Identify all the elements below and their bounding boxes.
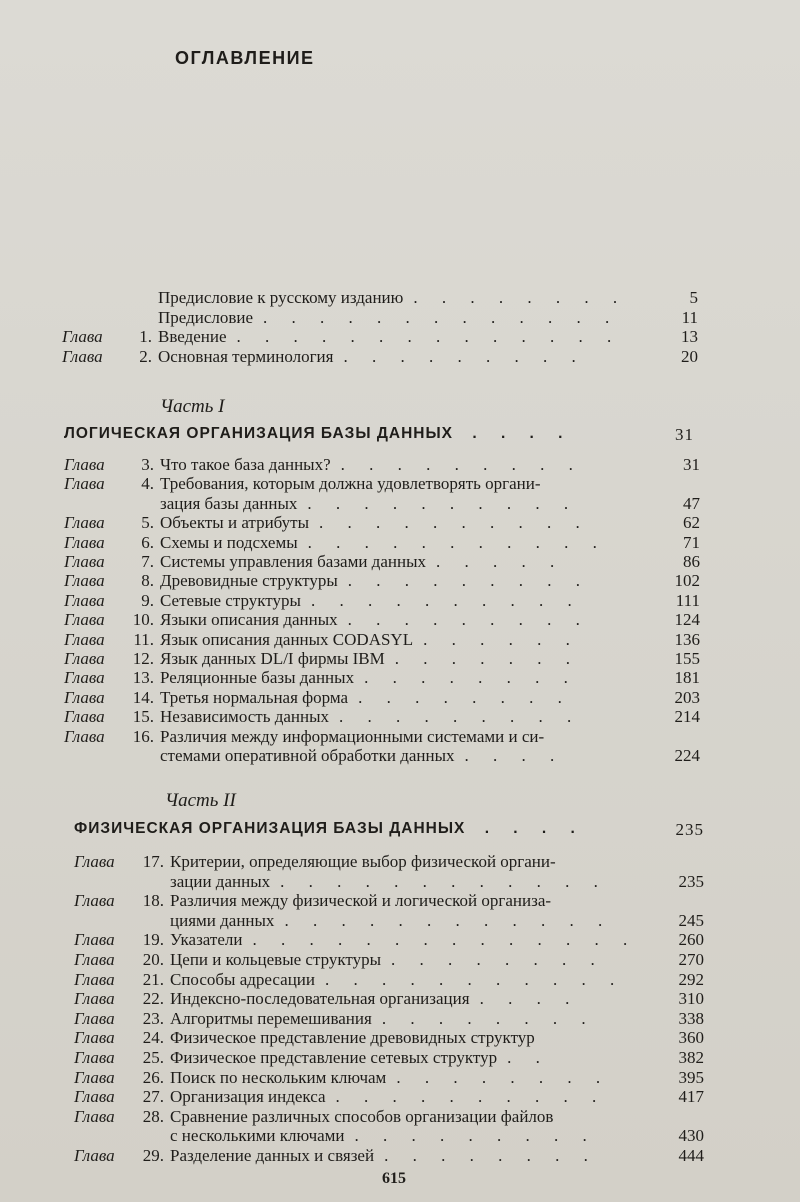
leader-dots: . . . .: [464, 746, 565, 765]
chapter-label: Глава: [64, 513, 105, 533]
leader-dots: . . . . . . . . . .: [307, 493, 579, 513]
toc-row: [74, 1146, 704, 1166]
toc-row: [64, 533, 700, 553]
leader-dots: . . . . . . . . .: [339, 707, 582, 727]
chapter-label: Глава: [64, 726, 105, 746]
chapter-title: [170, 1048, 550, 1068]
toc-row: [64, 591, 700, 611]
chapter-title-text: Алгоритмы перемешивания: [170, 1008, 372, 1028]
part-1-heading-text: ЛОГИЧЕСКАЯ ОРГАНИЗАЦИЯ БАЗЫ ДАННЫХ: [64, 425, 454, 442]
chapter-title-text: Цепи и кольцевые структуры: [170, 950, 382, 969]
toc-row: [74, 989, 704, 1009]
toc-row: [64, 630, 700, 650]
page-ref: 417: [678, 1087, 704, 1107]
chapter-label: Глава: [74, 852, 115, 871]
chapter-title: [170, 1068, 610, 1088]
chapter-number: 12.: [132, 649, 154, 668]
page-ref: 47: [683, 493, 700, 513]
chapter-number: 9.: [141, 590, 154, 610]
chapter-title-text: Индексно-последовательная организация: [170, 989, 470, 1009]
leader-dots: . . . . . . . . . . . .: [284, 910, 613, 930]
page-ref: 245: [678, 910, 704, 930]
chapter-title: [170, 911, 612, 931]
chapter-title-text: Древовидные структуры: [160, 571, 338, 591]
leader-dots: . . . . . . . . . . . . . .: [252, 930, 638, 950]
leader-dots: . . . . . . . .: [396, 1067, 611, 1087]
page-ref: 310: [678, 989, 704, 1009]
leader-dots: . . . . . . . . .: [347, 571, 591, 591]
chapter-title-text: Язык данных DL/I фирмы IBM: [160, 649, 385, 668]
chapter-title: [158, 308, 619, 328]
chapter-title: [170, 891, 561, 911]
page-ref: 382: [678, 1048, 704, 1067]
page-ref: 360: [678, 1028, 704, 1048]
chapter-label: Глава: [64, 552, 105, 571]
chapter-label: Глава: [74, 989, 115, 1009]
page-ref: 136: [674, 629, 700, 649]
toc-row: [64, 707, 700, 727]
chapter-title: [170, 970, 624, 990]
page-ref: 444: [678, 1146, 704, 1165]
part-1-heading-dots: . . . .: [472, 425, 573, 442]
chapter-title-text: Реляционные базы данных: [160, 668, 355, 688]
toc-row: [64, 727, 700, 747]
leader-dots: . . . . . . . . . . .: [307, 532, 607, 552]
chapter-label: Глава: [74, 1087, 115, 1107]
chapter-number: 13.: [132, 668, 154, 688]
page-ref: 292: [678, 969, 704, 989]
page-ref: 260: [678, 930, 704, 950]
chapter-number: 21.: [142, 969, 164, 989]
chapter-title-text: Различия между информационными системами и си-: [160, 726, 545, 746]
chapter-title-text: Требования, которым должна удовлетворять органи-: [160, 474, 541, 494]
page-title: ОГЛАВЛЕНИЕ: [175, 48, 315, 68]
chapter-title-text: Что такое база данных?: [160, 455, 331, 474]
leader-dots: . . . . . . . .: [364, 668, 578, 688]
part-1-heading-page: 31: [675, 425, 694, 444]
page-ref: 86: [683, 552, 700, 571]
toc-row: [74, 950, 704, 970]
toc-row: [62, 308, 698, 328]
toc-row: [74, 1009, 704, 1029]
toc-row: [64, 552, 700, 572]
toc-row: [64, 571, 700, 591]
leader-dots: . . . . . . . . . . . . .: [263, 307, 620, 327]
chapter-label: Глава: [64, 532, 105, 552]
chapter-label: Глава: [74, 1146, 115, 1165]
toc-row: [64, 746, 700, 766]
leader-dots: . . . . . . . . .: [340, 455, 583, 474]
page-ref: 224: [674, 746, 700, 765]
chapter-title: [160, 552, 564, 572]
chapter-number: 5.: [141, 513, 154, 533]
chapter-title-text: зация базы данных: [160, 493, 298, 513]
leader-dots: . . . . . . . . . . . .: [280, 871, 608, 891]
part-2-label: Часть II: [165, 790, 236, 811]
chapter-title-text: Схемы и подсхемы: [160, 532, 298, 552]
chapter-label: Глава: [64, 629, 105, 649]
chapter-label: Глава: [74, 1067, 115, 1087]
toc-row: [74, 911, 704, 931]
leader-dots: . . . . . . . .: [381, 1008, 596, 1028]
part-1-label: Часть I: [160, 396, 225, 417]
toc-row: [74, 852, 704, 872]
chapter-label: Глава: [74, 891, 115, 911]
page-ref: 71: [683, 532, 700, 552]
chapter-title: [160, 668, 578, 688]
leader-dots: . . . .: [479, 989, 580, 1009]
page-ref: 111: [675, 590, 700, 610]
chapter-title: [160, 533, 607, 553]
chapter-label: Глава: [64, 590, 105, 610]
leader-dots: . . . . . . . .: [391, 950, 605, 969]
chapter-title-text: Физическое представление древовидных структур: [170, 1028, 535, 1048]
chapter-title: [160, 513, 590, 533]
chapter-number: 17.: [142, 852, 164, 871]
chapter-title: [160, 688, 572, 708]
chapter-label: Глава: [74, 950, 115, 969]
chapter-title: [158, 288, 627, 308]
toc-row: [74, 891, 704, 911]
chapter-number: 24.: [142, 1028, 164, 1048]
chapter-title: [170, 872, 608, 892]
toc-row: [62, 288, 698, 308]
leader-dots: . .: [507, 1048, 550, 1067]
leader-dots: . . . . . . . . . .: [319, 513, 590, 533]
chapter-title-text: Третья нормальная форма: [160, 687, 349, 707]
toc-row: [74, 1087, 704, 1107]
chapter-title-text: Разделение данных и связей: [170, 1146, 375, 1165]
toc-row: [64, 610, 700, 630]
chapter-label: Глава: [74, 1008, 115, 1028]
page-ref: 20: [681, 346, 698, 366]
chapter-label: Глава: [74, 1106, 115, 1126]
part-1-heading: [64, 425, 694, 443]
chapter-title: [158, 347, 586, 367]
page-ref: 11: [681, 307, 698, 327]
page-ref: 62: [683, 513, 700, 533]
chapter-title-text: Организация индекса: [170, 1087, 326, 1107]
chapter-title-text: Введение: [158, 327, 227, 346]
chapter-title-text: Предисловие: [158, 307, 254, 327]
chapter-title: [170, 1107, 563, 1127]
chapter-title-text: Различия между физической и логической организа-: [170, 891, 552, 911]
toc-row: [74, 1068, 704, 1088]
toc-row: [74, 1126, 704, 1146]
chapter-title: [170, 1126, 597, 1146]
chapter-title-text: Основная терминология: [158, 346, 334, 366]
chapter-title: [170, 950, 605, 970]
page-ref: 203: [674, 687, 700, 707]
chapter-number: 11.: [133, 629, 154, 649]
chapter-title-text: Поиск по нескольким ключам: [170, 1067, 387, 1087]
chapter-number: 27.: [142, 1087, 164, 1107]
chapter-title: [160, 474, 551, 494]
chapter-number: 6.: [141, 532, 154, 552]
page-ref: 214: [674, 707, 700, 727]
leader-dots: . . . . . . . .: [413, 288, 628, 307]
chapter-title: [160, 455, 583, 475]
chapter-title-text: Объекты и атрибуты: [160, 513, 310, 533]
leader-dots: . . . . . . . .: [358, 687, 572, 707]
leader-dots: . . . . . .: [423, 629, 580, 649]
leader-dots: . . . . . . . . . . .: [324, 969, 625, 989]
page-ref: 235: [678, 871, 704, 891]
chapter-title: [160, 707, 581, 727]
toc-row: [74, 1107, 704, 1127]
chapter-label: Глава: [64, 707, 105, 727]
toc-row: [74, 872, 704, 892]
page-ref: 395: [678, 1067, 704, 1087]
chapter-number: 18.: [142, 891, 164, 911]
chapter-title: [160, 494, 578, 514]
toc-row: [64, 688, 700, 708]
page-ref: 155: [674, 649, 700, 668]
chapter-title: [170, 1009, 596, 1029]
chapter-title-text: стемами оперативной обработки данных: [160, 746, 455, 765]
chapter-number: 29.: [142, 1146, 164, 1165]
chapter-title: [170, 852, 566, 872]
page-ref: 31: [683, 455, 700, 474]
chapter-title: [160, 591, 582, 611]
toc-row: [64, 668, 700, 688]
chapter-number: 20.: [142, 950, 164, 969]
page-ref: 102: [674, 571, 700, 591]
chapter-title-text: Указатели: [170, 930, 243, 950]
chapter-label: Глава: [74, 1048, 115, 1067]
chapter-label: Глава: [64, 455, 105, 474]
chapter-title-text: Сетевые структуры: [160, 590, 301, 610]
part-2-heading-page: 235: [675, 820, 704, 839]
chapter-number: 1.: [139, 327, 152, 346]
chapter-title-text: Критерии, определяющие выбор физической органи-: [170, 852, 556, 871]
chapter-label: Глава: [64, 668, 105, 688]
page-ref: 181: [674, 668, 700, 688]
chapter-number: 7.: [141, 552, 154, 571]
part-2-heading-text: ФИЗИЧЕСКАЯ ОРГАНИЗАЦИЯ БАЗЫ ДАННЫХ: [74, 820, 466, 837]
chapter-label: Глава: [64, 649, 105, 668]
part-2-heading: [74, 820, 704, 838]
chapter-title: [170, 930, 637, 950]
chapter-label: Глава: [64, 571, 105, 591]
leader-dots: . . . . . . . .: [384, 1146, 598, 1165]
toc-row: [74, 970, 704, 990]
chapter-title: [160, 630, 580, 650]
page-ref: 338: [678, 1008, 704, 1028]
chapter-title: [160, 610, 590, 630]
toc-row: [62, 327, 698, 347]
chapter-title: [170, 1146, 598, 1166]
toc-row: [64, 649, 700, 669]
chapter-number: 2.: [139, 346, 152, 366]
chapter-title-text: Языки описания данных: [160, 610, 338, 630]
toc-row: [74, 930, 704, 950]
chapter-number: 15.: [132, 707, 154, 727]
chapter-title-text: Системы управления базами данных: [160, 552, 426, 571]
chapter-title-text: Сравнение различных способов организации файлов: [170, 1106, 554, 1126]
chapter-label: Глава: [64, 610, 105, 630]
chapter-title: [170, 989, 579, 1009]
chapter-title-text: Независимость данных: [160, 707, 330, 727]
chapter-title-text: Предисловие к русскому изданию: [158, 288, 404, 307]
toc-row: [64, 513, 700, 533]
chapter-title: [160, 649, 580, 669]
leader-dots: . . . . . . . . . .: [310, 590, 582, 610]
chapter-label: Глава: [74, 930, 115, 950]
chapter-label: Глава: [74, 969, 115, 989]
page-ref: 5: [689, 288, 698, 307]
chapter-title: [160, 571, 590, 591]
chapter-title-text: циями данных: [170, 910, 275, 930]
chapter-title-text: Физическое представление сетевых структур: [170, 1048, 498, 1067]
chapter-title-text: с несколькими ключами: [170, 1126, 345, 1146]
chapter-number: 4.: [141, 474, 154, 494]
toc-row: [64, 455, 700, 475]
chapter-label: Глава: [62, 346, 103, 366]
toc-row: [64, 494, 700, 514]
chapter-label: Глава: [64, 687, 105, 707]
part-2-heading-dots: . . . .: [484, 820, 585, 837]
page-ref: 124: [674, 610, 700, 630]
toc-row: [62, 347, 698, 367]
page-ref: 270: [678, 950, 704, 969]
chapter-label: Глава: [62, 327, 103, 346]
chapter-label: Глава: [64, 474, 105, 494]
leader-dots: . . . . . . . . .: [343, 346, 586, 366]
chapter-title: [170, 1028, 545, 1048]
leader-dots: . . . . . . . . .: [354, 1126, 597, 1146]
page-ref: 430: [678, 1126, 704, 1146]
chapter-number: 25.: [142, 1048, 164, 1067]
chapter-number: 16.: [132, 726, 154, 746]
page-number: 615: [382, 1170, 406, 1187]
leader-dots: . . . . . . . . . . . . . .: [236, 327, 622, 346]
chapter-title: [160, 727, 554, 747]
page-ref: 13: [681, 327, 698, 346]
chapter-title: [170, 1087, 606, 1107]
chapter-number: 10.: [132, 610, 154, 630]
leader-dots: . . . . . . . . . .: [335, 1087, 607, 1107]
toc-row: [64, 474, 700, 494]
chapter-number: 19.: [142, 930, 164, 950]
chapter-number: 14.: [132, 687, 154, 707]
chapter-number: 3.: [141, 455, 154, 474]
leader-dots: . . . . . . . . .: [347, 610, 590, 630]
toc-row: [74, 1048, 704, 1068]
chapter-number: 28.: [142, 1106, 164, 1126]
chapter-label: Глава: [74, 1028, 115, 1048]
chapter-number: 8.: [141, 571, 154, 591]
chapter-title-text: зации данных: [170, 871, 271, 891]
chapter-number: 26.: [142, 1067, 164, 1087]
chapter-number: 23.: [142, 1008, 164, 1028]
chapter-number: 22.: [142, 989, 164, 1009]
chapter-title-text: Язык описания данных CODASYL: [160, 629, 414, 649]
chapter-title-text: Способы адресации: [170, 969, 315, 989]
chapter-title: [158, 327, 621, 347]
leader-dots: . . . . . . .: [394, 649, 580, 668]
chapter-title: [160, 746, 564, 766]
toc-row: [74, 1028, 704, 1048]
leader-dots: . . . . .: [436, 552, 565, 571]
